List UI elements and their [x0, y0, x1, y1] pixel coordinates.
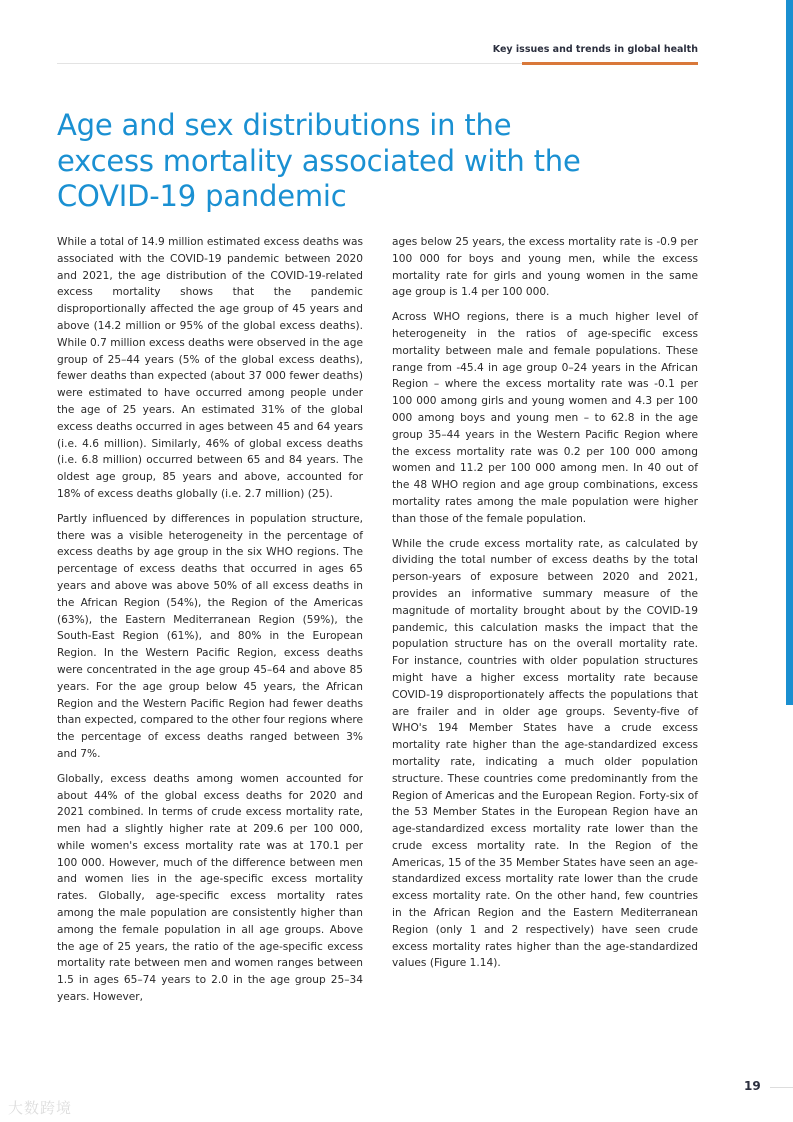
paragraph: Globally, excess deaths among women accounted for about 44% of the global excess deaths for 2020 and 2021 combined. In terms of crude excess mortality rate, men had a slightly higher rate at 209.6 per 100 000, while women's excess mortality rate was at 170.1 per 100 000. However, much of the difference between men and women lies in the age-specific excess mortality rates. Globally, age-specific excess mortality rates among the male population are consistently higher than among the female population in all age groups. Above the age of 25 years, the ratio of the age-specific excess mortality rate between men and women ranges between 1.5 in ages 65–74 years to 2.0 in the age group 25–34 years. However, [57, 772, 363, 1004]
header-underline [522, 62, 698, 65]
watermark: 大数跨境 [8, 1099, 73, 1117]
paragraph: While a total of 14.9 million estimated excess deaths was associated with the COVID-19 pandemic between 2020 and 2021, the age distribution of the COVID-19-related excess mortality shows that the pandemic disproportionally affected the age group of 45 years and above (14.2 million or 95% of the global excess deaths). While 0.7 million excess deaths were observed in the age group of 25–44 years (5% of the global excess deaths), fewer deaths than expected (about 37 000 fewer deaths) were estimated to have occurred among people under the age of 25 years. An estimated 31% of the global excess deaths occurred in ages between 45 and 64 years (i.e. 4.6 million). Similarly, 46% of global excess deaths (i.e. 6.8 million) occurred between 65 and 84 years. The oldest age group, 85 years and above, accounted for 18% of excess deaths globally (i.e. 2.7 million) (25). [57, 236, 363, 500]
side-accent-bar [786, 0, 793, 705]
left-column [57, 234, 363, 1014]
right-column [392, 234, 698, 980]
paragraph: ages below 25 years, the excess mortality rate is -0.9 per 100 000 for boys and young men, while the excess mortality rate for girls and young women in the same age group is 1.4 per 100 000. [392, 236, 698, 299]
header-divider [57, 63, 522, 64]
paragraph: Across WHO regions, there is a much higher level of heterogeneity in the ratios of age-specific excess mortality between male and female populations. These range from -45.4 in age group 0–24 years in the African Region – where the excess mortality rate was -0.1 per 100 000 among girls and young women and 4.3 per 100 000 among boys and young men – to 62.8 in the age group 35–44 years in the Western Pacific Region where the excess mortality rate was 0.2 per 100 000 among women and 11.2 per 100 000 among men. In 40 out of the 48 WHO region and age group combinations, excess mortality rates among the male population were higher than those of the female population. [392, 311, 698, 525]
paragraph: While the crude excess mortality rate, as calculated by dividing the total number of excess deaths by the total person-years of exposure between 2020 and 2021, provides an informative summary measure of the magnitude of mortality brought about by the COVID-19 pandemic, this calculation masks the impact that the population structure has on the overall mortality rate. For instance, countries with older population structures might have a higher excess mortality rate because COVID-19 disproportionately affects the populations that are frailer and in older age groups. Seventy-five of WHO's 194 Member States have a crude excess mortality rate higher than the age-standardized excess mortality rate, indicating a much older population structure. These countries come predominantly from the Region of Americas and the European Region. Forty-six of the 53 Member States in the European Region have an age-standardized excess mortality rate lower than the crude excess mortality rate. In the Region of the Americas, 15 of the 35 Member States have seen an age-standardized excess mortality rate lower than the crude excess mortality rate. On the other hand, few countries in the African Region and the Eastern Mediterranean Region (only 1 and 2 respectively) have seen crude excess mortality rates higher than the age-standardized values (Figure 1.14). [392, 537, 698, 970]
page-title: Age and sex distributions in the excess mortality associated with the COVID-19 pandemic [57, 108, 581, 213]
running-header: Key issues and trends in global health [492, 44, 698, 55]
paragraph: Partly influenced by differences in population structure, there was a visible heterogeneity in the percentage of excess deaths by age group in the six WHO regions. The percentage of excess deaths that occurred in ages 65 years and above was above 50% of all excess deaths in the African Region (54%), the Region of the Americas (63%), the Eastern Mediterranean Region (59%), the South-East Region (61%), and 80% in the European Region. In the Western Pacific Region, excess deaths were concentrated in the age group 45–64 and above 85 years. For the age group below 45 years, the African Region and the Western Pacific Region had fewer deaths than expected, compared to the other four regions where the percentage of excess deaths ranged between 3% and 7%. [57, 512, 363, 760]
page-number: 19 [744, 1079, 761, 1093]
page-number-rule [770, 1087, 793, 1088]
